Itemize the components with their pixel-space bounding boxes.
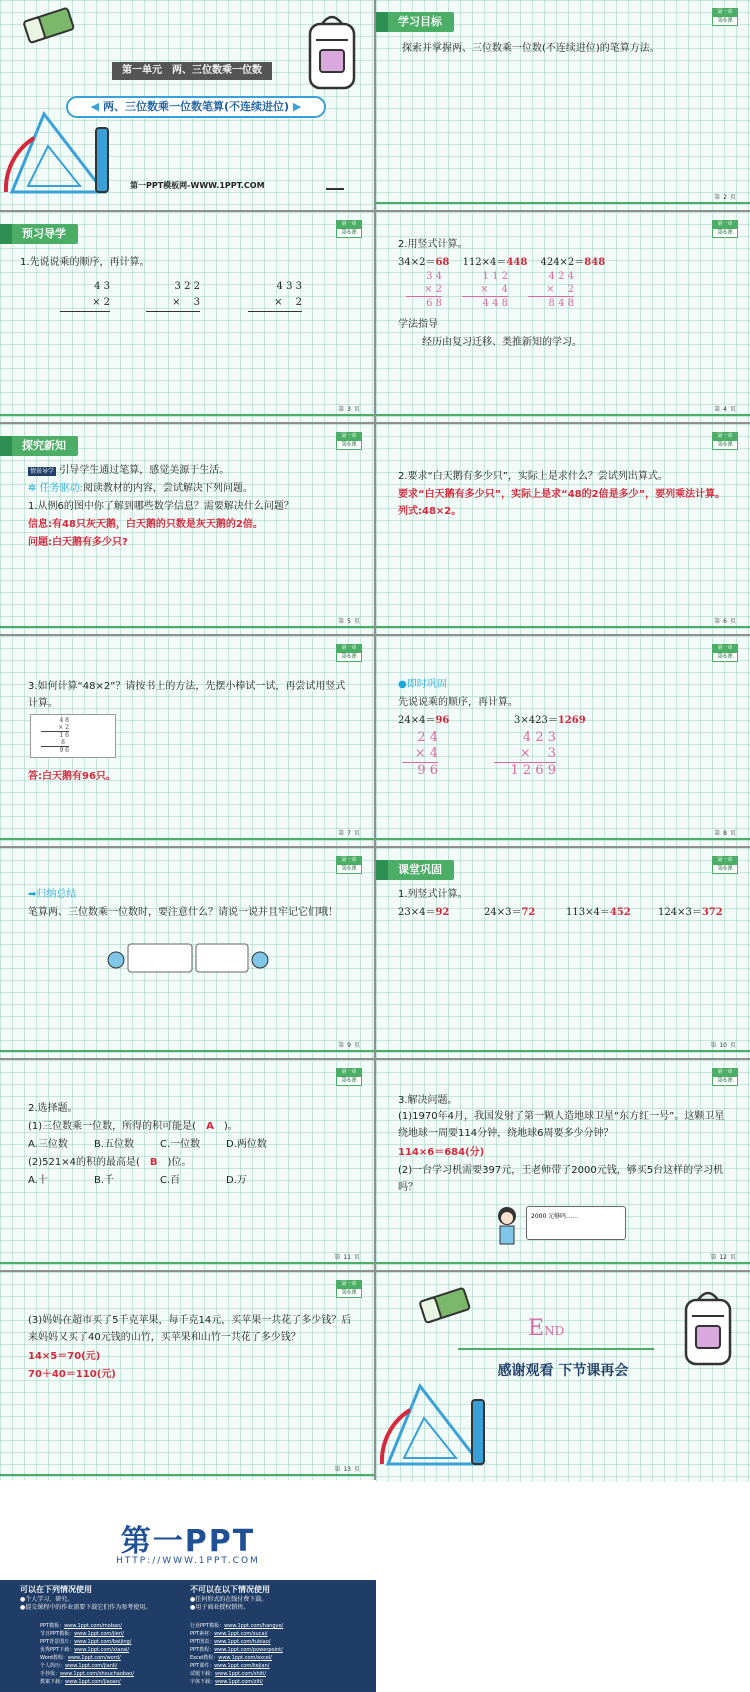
vertical-calc-2-mult: × 3: [146, 294, 200, 312]
link-label: Word教程：: [40, 1655, 68, 1661]
can-title: 可以在下列情况使用: [20, 1585, 92, 1594]
thanks-text: 感谢观看 下节课再会: [497, 1363, 629, 1379]
equation-3: 113×4＝452: [566, 907, 631, 918]
lesson-badge: 第一章 第6课: [336, 856, 362, 890]
slide-10[interactable]: [376, 848, 750, 1058]
answer-2: 70＋40＝110(元): [28, 1369, 116, 1380]
link-url[interactable]: www.1ppt.com/jianli/: [65, 1663, 118, 1669]
vertical-calc: 4 8 × 2 1 6 8 9 6: [41, 717, 69, 754]
brand-logo: 第一PPT: [120, 1524, 256, 1559]
link-url[interactable]: www.1ppt.com/jiaoan/: [65, 1679, 121, 1685]
page-number: 第 9 页: [338, 1042, 360, 1049]
eraser-icon: [416, 1286, 476, 1326]
link-label: PPT模板：: [40, 1623, 65, 1629]
lesson-badge: 第一章 第6课: [712, 644, 738, 678]
link-row[interactable]: [40, 1654, 134, 1662]
footer-line: [376, 202, 750, 204]
link-url[interactable]: www.1ppt.com/xiazai/: [74, 1647, 130, 1653]
footer-line: [0, 1262, 374, 1264]
sub-question-2: (2)521×4的积的最高是( B )位。: [28, 1157, 192, 1168]
slide-5[interactable]: [0, 424, 374, 634]
link-label: 行业PPT模板：: [190, 1623, 225, 1629]
link-row[interactable]: [40, 1678, 134, 1686]
link-row[interactable]: [190, 1670, 283, 1678]
brand-panel: [0, 1480, 376, 1692]
footer-line: [376, 626, 750, 628]
sub-question-1: (1)三位数乘一位数，所得的积可能是( A )。: [28, 1121, 238, 1132]
section-label: ●即时巩固: [398, 679, 447, 690]
page-number: 第 8 页: [714, 830, 736, 837]
intro-row: [28, 462, 229, 480]
page-number: 第 3 页: [338, 406, 360, 413]
lesson-badge: 第一章 第6课: [336, 220, 362, 254]
footer-line: [0, 1474, 374, 1476]
page-number: 第 2 页: [714, 194, 736, 201]
site-label: 第一PPT模板网-WWW.1PPT.COM: [130, 181, 265, 190]
link-label: 优秀PPT下载：: [40, 1647, 75, 1653]
slide-2[interactable]: [376, 0, 750, 210]
lesson-badge: 第一章 第6课: [336, 1280, 362, 1314]
vertical-calc-2: 4 2 3 × 3 1 2 6 9: [494, 730, 556, 779]
slide-13[interactable]: [0, 1272, 374, 1482]
equation-2: 24×3＝72: [484, 907, 536, 918]
lesson-badge: 第一章 第6课: [712, 432, 738, 466]
slide-8[interactable]: [376, 636, 750, 846]
page-number: 第 7 页: [338, 830, 360, 837]
links-right: [190, 1622, 283, 1686]
left-arrow-icon: ◀: [90, 100, 103, 113]
problem-text: (3)妈妈在超市买了5千克苹果，每千克14元，买苹果一共花了多少钱？后来妈妈又买了40元钱的山竹，买苹果和山竹一共花了多少钱？: [28, 1315, 352, 1343]
option-1-d[interactable]: D.两位数: [226, 1139, 267, 1150]
info-answer: 信息:有48只灰天鹅，白天鹅的只数是灰天鹅的2倍。: [28, 519, 263, 530]
speech-boxes-illustration: [104, 942, 274, 976]
equation-4: 124×3＝372: [658, 907, 723, 918]
answer-text: 答:白天鹅有96只。: [28, 771, 116, 782]
footer-line: [376, 414, 750, 416]
link-url[interactable]: www.1ppt.com/ziti/: [215, 1679, 263, 1685]
slide-3[interactable]: [0, 212, 374, 422]
link-row[interactable]: [190, 1678, 283, 1686]
chapter-label: 第一章: [712, 8, 738, 16]
link-row[interactable]: [190, 1646, 283, 1654]
slide-6[interactable]: [376, 424, 750, 634]
answer-text: 要求“白天鹅有多少只”，实际上是求“48的2倍是多少”，要列乘法计算。列式:48×2。: [398, 489, 726, 517]
vertical-calc-1: 2 4 × 4 9 6: [402, 730, 438, 779]
footer-line: [376, 1262, 750, 1264]
question-text: 2.用竖式计算。: [398, 239, 468, 250]
page-number: 第 5 页: [338, 618, 360, 625]
question-text: 笔算两、三位数乘一位数时，要注意什么？请说一说并且牢记它们哦！: [28, 907, 338, 918]
link-label: 教案下载：: [40, 1679, 66, 1685]
footer-line: [376, 1050, 750, 1052]
option-2-d[interactable]: D.万: [226, 1175, 247, 1186]
slide-11[interactable]: [0, 1060, 374, 1270]
link-url[interactable]: www.1ppt.com/shouchaobao/: [60, 1671, 134, 1677]
vertical-calc-1-mult: × 2: [60, 294, 110, 312]
equation-2: 3×423＝1269: [514, 715, 586, 726]
vertical-calc-2: 1 1 2 × 4 4 4 8: [462, 270, 508, 310]
slide-14[interactable]: [376, 1272, 750, 1482]
lesson-badge: [712, 8, 738, 42]
link-url[interactable]: www.1ppt.com/kejian/: [214, 1663, 270, 1669]
page-number: 第 6 页: [714, 618, 736, 625]
decor-line: [326, 188, 344, 190]
link-label: PPT素材：: [190, 1631, 215, 1637]
eraser-icon: [20, 6, 80, 46]
vertical-calc-1-top: 4 3: [94, 281, 110, 292]
link-url[interactable]: www.1ppt.com/excel/: [218, 1655, 272, 1661]
link-url[interactable]: www.1ppt.com/powerpoint/: [214, 1647, 283, 1653]
problem-2: (2)一台学习机需要397元，王老师带了2000元钱，够买5台这样的学习机吗？: [398, 1165, 724, 1193]
option-1-c[interactable]: C.一位数: [160, 1139, 201, 1150]
end-label: END: [528, 1316, 565, 1341]
equation-row: 34×2＝68 112×4＝448 424×2＝848: [398, 257, 606, 268]
question-1: 1.从例6的图中你了解到哪些数学信息？需要解决什么问题？: [28, 501, 294, 512]
slide-4[interactable]: [376, 212, 750, 422]
page-number: 第 12 页: [710, 1254, 736, 1261]
equation-1: 24×4＝96: [398, 715, 450, 726]
slide-9[interactable]: [0, 848, 374, 1058]
backpack-icon: [678, 1286, 738, 1370]
link-row[interactable]: [190, 1630, 283, 1638]
link-row[interactable]: [190, 1662, 283, 1670]
speech-bubble: 2000 元够吗……: [526, 1206, 626, 1240]
lesson-badge: 第一章 第6课: [712, 856, 738, 890]
lesson-label: 第6课: [712, 16, 738, 26]
option-1-b[interactable]: B.五位数: [94, 1139, 135, 1150]
link-url[interactable]: www.1ppt.com/hangye/: [224, 1623, 284, 1629]
triangle-ruler-icon: [4, 108, 114, 198]
page-number: 第 13 页: [334, 1466, 360, 1473]
footer-line: [0, 1050, 374, 1052]
link-row[interactable]: [40, 1638, 134, 1646]
link-label: PPT图表：: [190, 1639, 215, 1645]
option-2-b[interactable]: B.千: [94, 1175, 115, 1186]
question-text: 2.选择题。: [28, 1103, 78, 1114]
links-left: [40, 1622, 134, 1686]
question-text: 先说说乘的顺序，再计算。: [398, 697, 518, 708]
question-text: 1.先说说乘的顺序，再计算。: [20, 257, 150, 268]
question-text: 1.列竖式计算。: [398, 889, 468, 900]
tip-title: 学法指导: [398, 319, 438, 330]
link-row[interactable]: [40, 1630, 134, 1638]
can-item-2: ●提交课程中的作业需要下载它们作为参考使用。: [20, 1604, 152, 1611]
link-url[interactable]: www.1ppt.com/jieri/: [74, 1631, 124, 1637]
option-2-a[interactable]: A.十: [28, 1175, 48, 1186]
right-arrow-icon: ▶: [289, 100, 302, 113]
link-row[interactable]: [40, 1646, 134, 1654]
vertical-calc-1: 3 4 × 2 6 8: [406, 270, 442, 310]
gear-icon: ✲: [28, 483, 40, 494]
slide-12[interactable]: [376, 1060, 750, 1270]
brand-url[interactable]: HTTP://WWW.1PPT.COM: [116, 1556, 260, 1566]
footer-line: [0, 626, 374, 628]
lesson-badge: 第一章 第6课: [712, 220, 738, 254]
lesson-badge: 第一章 第6课: [712, 1068, 738, 1102]
vertical-calc-3-top: 4 3 3: [276, 281, 302, 292]
task-row: ✲ 任务驱动:阅读教材的内容，尝试解决下列问题。: [28, 483, 253, 494]
question-text: 2.要求“白天鹅有多少只”，实际上是求什么？尝试列出算式。: [398, 471, 668, 482]
vertical-calc-box: [30, 714, 116, 758]
link-label: PPT背景图片：: [40, 1639, 75, 1645]
triangle-ruler-icon: [380, 1380, 490, 1470]
link-label: Excel教程：: [190, 1655, 219, 1661]
link-label: 试题下载：: [190, 1671, 216, 1677]
cannot-title: 不可以在以下情况使用: [190, 1585, 270, 1594]
link-row[interactable]: [190, 1638, 283, 1646]
problem-1: (1)1970年4月，我国发射了第一颗人造地球卫星“东方红一号”。这颗卫星绕地球一周要114分钟，绕地球6周要多少分钟？: [398, 1111, 725, 1139]
question-text: 3.如何计算“48×2”？请按书上的方法，先摆小棒试一试，再尝试用竖式计算。: [28, 681, 346, 709]
link-row[interactable]: [40, 1670, 134, 1678]
page-number: 第 4 页: [714, 406, 736, 413]
link-url[interactable]: www.1ppt.com/beijing/: [74, 1639, 132, 1645]
option-1-a[interactable]: A.三位数: [28, 1139, 68, 1150]
cannot-item-1: ●任何形式的在线付费下载。: [190, 1596, 268, 1603]
divider: [458, 1348, 654, 1350]
backpack-icon: [302, 10, 362, 94]
lesson-badge: 第一章 第6课: [336, 432, 362, 466]
footer-line: [0, 838, 374, 840]
unit-label: 第一单元 两、三位数乘一位数: [112, 62, 272, 80]
objective-text: 探索并掌握两、三位数乘一位数(不连续进位)的笔算方法。: [402, 43, 660, 54]
answer-1: 114×6＝684(分): [398, 1147, 485, 1158]
intro-text: 引导学生通过笔算，感觉美源于生活。: [59, 465, 230, 476]
section-label: ➡归纳总结: [28, 889, 77, 900]
slide-title: 两、三位数乘一位数笔算(不连续进位): [102, 100, 290, 113]
footer-line: [0, 414, 374, 416]
can-item-1: ●个人学习、研究。: [20, 1596, 74, 1603]
page-number: 第 11 页: [334, 1254, 360, 1261]
cannot-item-2: ●用于商业授权销售。: [190, 1604, 250, 1611]
link-label: 手抄报：: [40, 1671, 61, 1677]
page-number: 第 10 页: [710, 1042, 736, 1049]
girl-illustration: [492, 1204, 522, 1250]
link-url[interactable]: www.1ppt.com/shiti/: [215, 1671, 267, 1677]
tip-text: 经历由复习迁移、类推新知的学习。: [422, 337, 582, 348]
link-label: 字体下载：: [190, 1679, 216, 1685]
link-row[interactable]: [190, 1654, 283, 1662]
answer-1: 14×5＝70(元): [28, 1351, 101, 1362]
footer-line: [376, 838, 750, 840]
problem-answer: 问题:白天鹅有多少只?: [28, 537, 128, 548]
slide-1[interactable]: [0, 0, 374, 210]
question-text: 3.解决问题。: [398, 1095, 458, 1106]
link-url[interactable]: www.1ppt.com/sucai/: [214, 1631, 268, 1637]
lesson-badge: 第一章 第6课: [336, 1068, 362, 1102]
section-header: 学习目标: [376, 12, 454, 32]
link-row[interactable]: [40, 1622, 134, 1630]
slide-7[interactable]: [0, 636, 374, 846]
link-label: PPT课件：: [190, 1663, 215, 1669]
link-row[interactable]: [40, 1662, 134, 1670]
vertical-calc-2-top: 3 2 2: [174, 281, 200, 292]
link-label: 节日PPT模板：: [40, 1631, 75, 1637]
link-label: 个人简历：: [40, 1663, 66, 1669]
vertical-calc-3: 4 2 4 × 2 8 4 8: [528, 270, 574, 310]
section-header: 预习导学: [0, 224, 78, 244]
link-url[interactable]: www.1ppt.com/moban/: [64, 1623, 122, 1629]
option-2-c[interactable]: C.百: [160, 1175, 181, 1186]
vertical-calc-3-mult: × 2: [248, 294, 302, 312]
scene-tag: 情景导学: [30, 468, 55, 475]
section-header: 探究新知: [0, 436, 78, 456]
link-row[interactable]: [190, 1622, 283, 1630]
section-header: 课堂巩固: [376, 860, 454, 880]
link-label: PPT教程：: [190, 1647, 215, 1653]
lesson-badge: 第一章 第6课: [336, 644, 362, 678]
link-url[interactable]: www.1ppt.com/word/: [67, 1655, 121, 1661]
equation-1: 23×4＝92: [398, 907, 450, 918]
link-url[interactable]: www.1ppt.com/tubiao/: [214, 1639, 271, 1645]
usage-panel: [0, 1580, 376, 1692]
